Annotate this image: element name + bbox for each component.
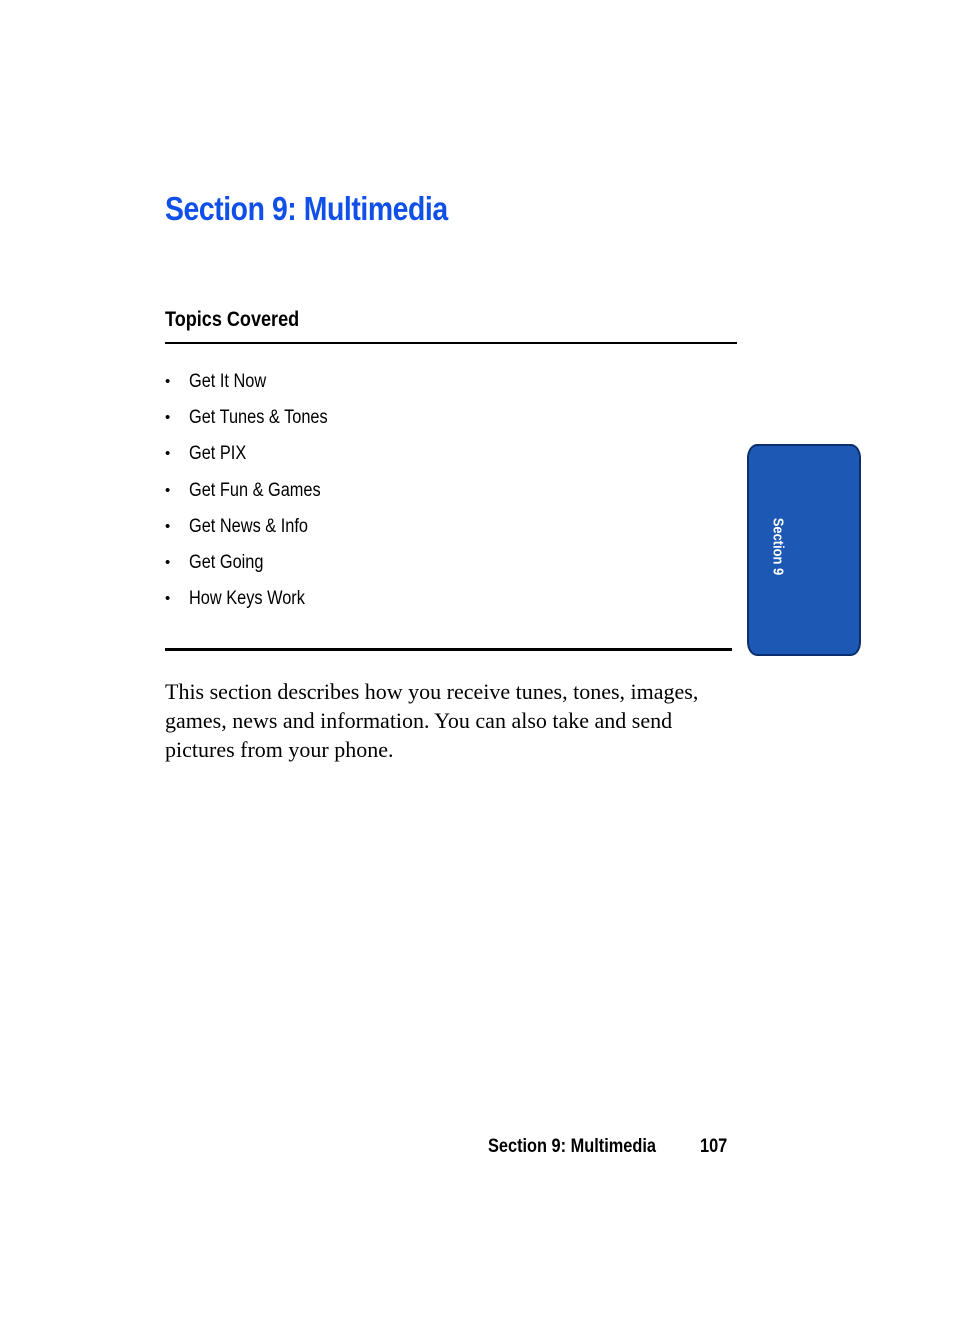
topic-label: Get It Now (189, 371, 267, 392)
topics-list (165, 370, 350, 623)
page-title: Section 9: Multimedia (165, 190, 448, 227)
list-item (165, 479, 350, 515)
bullet-icon: • (165, 481, 171, 499)
page-number: 107 (700, 1136, 728, 1157)
list-item (165, 406, 350, 442)
list-item (165, 370, 350, 406)
topic-label: Get News & Info (189, 515, 308, 537)
topic-label: How Keys Work (189, 588, 305, 610)
topic-label: Get Fun & Games (189, 479, 321, 501)
bullet-icon: • (165, 373, 171, 390)
bullet-icon: • (165, 590, 171, 608)
bullet-icon: • (165, 553, 171, 571)
bullet-icon: • (165, 517, 171, 535)
list-item (165, 551, 350, 587)
footer-section-title: Section 9: Multimedia (488, 1136, 656, 1157)
list-item (165, 515, 350, 551)
section-tab (747, 444, 861, 656)
topic-label: Get PIX (189, 443, 247, 465)
bullet-icon: • (165, 409, 171, 427)
list-item (165, 442, 350, 478)
topics-heading: Topics Covered (165, 308, 300, 331)
bottom-divider (165, 648, 732, 651)
list-item (165, 587, 350, 623)
topic-label: Get Going (189, 551, 264, 573)
bullet-icon: • (165, 445, 171, 463)
intro-paragraph: This section describes how you receive tunes, tones, images, games, news and information. You can also take and send pictures from your phone. (165, 679, 699, 762)
top-divider (165, 342, 737, 344)
section-tab-label: Section 9 (769, 517, 787, 576)
topic-label: Get Tunes & Tones (189, 407, 328, 429)
